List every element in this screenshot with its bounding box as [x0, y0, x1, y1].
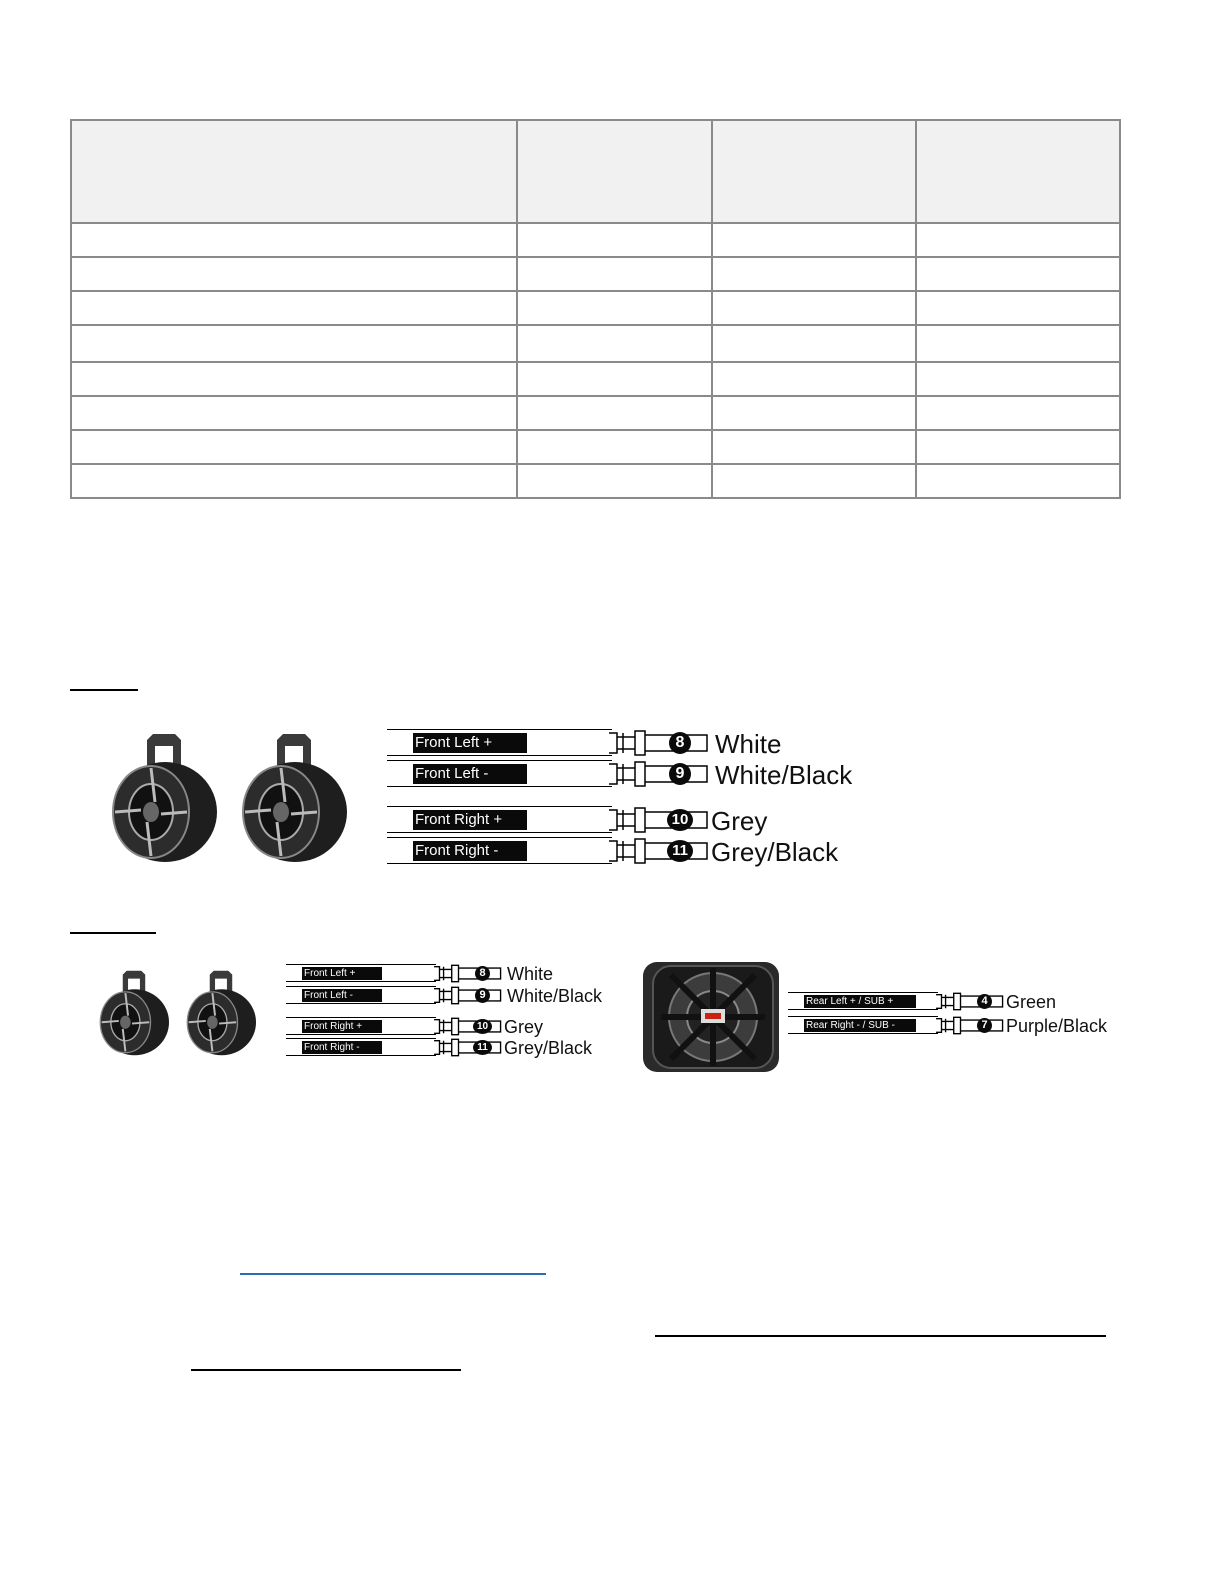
wire-label: Front Right - [413, 841, 527, 861]
section-b-heading-underline [70, 932, 156, 934]
table-header-cell [71, 120, 517, 223]
wire-color: Grey/Black [711, 837, 839, 867]
connector-icon [936, 1016, 1004, 1035]
table-header-row [71, 120, 1120, 223]
hyperlink-underline[interactable] [240, 1273, 546, 1275]
connector-icon [936, 992, 1004, 1011]
wire-color: White/Black [507, 986, 603, 1006]
wire-row [286, 1017, 616, 1037]
wire-color: Green [1006, 992, 1057, 1012]
wire-label: Front Right + [302, 1020, 382, 1033]
table-row [71, 430, 1120, 464]
wire-color: Grey [504, 1017, 544, 1037]
wire-label: Front Left - [302, 989, 382, 1002]
wire-color: White [507, 964, 554, 984]
pin-number: 8 [475, 966, 490, 981]
wire-color: Grey/Black [504, 1038, 593, 1058]
wire-row [387, 806, 867, 836]
table-row [71, 464, 1120, 498]
tower-speaker-image [105, 732, 220, 864]
wire-row [387, 837, 867, 867]
tower-speaker-image [235, 732, 350, 864]
table-row [71, 291, 1120, 325]
table-header-cell [712, 120, 916, 223]
wire-label: Front Left - [413, 764, 527, 784]
table-row [71, 325, 1120, 362]
underline-rule [191, 1369, 461, 1371]
wire-row [387, 729, 867, 759]
wire-label: Front Right + [413, 810, 527, 830]
table-row [71, 396, 1120, 430]
pin-number: 8 [669, 732, 691, 754]
subwoofer-image [641, 960, 781, 1074]
connector-icon [434, 986, 502, 1005]
tower-speaker-image [95, 968, 171, 1058]
wire-row [788, 1016, 1118, 1036]
table-header-cell [517, 120, 712, 223]
connector-icon [609, 837, 709, 865]
tower-speaker-image [182, 968, 258, 1058]
connector-icon [609, 729, 709, 757]
wire-label: Front Right - [302, 1041, 382, 1054]
pin-number: 11 [667, 840, 693, 862]
connector-icon [609, 760, 709, 788]
wire-row [286, 964, 616, 984]
table-row [71, 223, 1120, 257]
wire-row [286, 1038, 616, 1058]
wire-row [788, 992, 1118, 1012]
spec-table [70, 119, 1121, 499]
connector-icon [609, 806, 709, 834]
table-row [71, 257, 1120, 291]
wire-label: Rear Right - / SUB - [804, 1019, 916, 1032]
pin-number: 10 [473, 1019, 492, 1034]
pin-number: 11 [473, 1040, 492, 1055]
wire-color: White [715, 729, 782, 759]
wire-row [387, 760, 867, 790]
table-row [71, 362, 1120, 396]
pin-number: 9 [669, 763, 691, 785]
wire-label: Rear Left + / SUB + [804, 995, 916, 1008]
wire-color: White/Black [715, 760, 853, 790]
connector-icon [434, 964, 502, 983]
wire-color: Purple/Black [1006, 1016, 1108, 1036]
wire-label: Front Left + [413, 733, 527, 753]
pin-number: 7 [977, 1018, 992, 1033]
pin-number: 10 [667, 809, 693, 831]
wire-color: Grey [711, 806, 768, 836]
wire-label: Front Left + [302, 967, 382, 980]
section-a-heading-underline [70, 689, 138, 691]
pin-number: 4 [977, 994, 992, 1009]
pin-number: 9 [475, 988, 490, 1003]
underline-rule [655, 1335, 1106, 1337]
wire-row [286, 986, 616, 1006]
table-header-cell [916, 120, 1120, 223]
